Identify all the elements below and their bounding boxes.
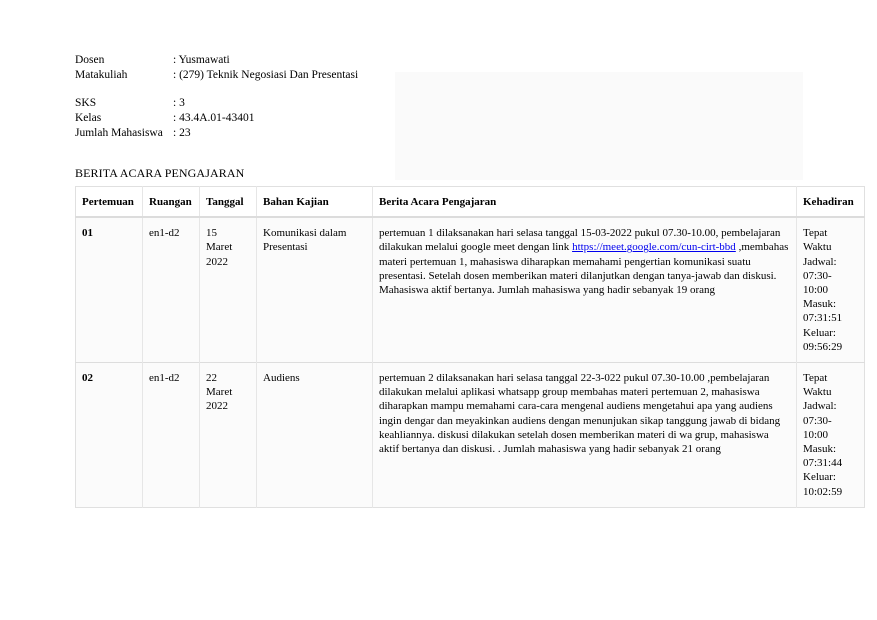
sks-row: [75, 96, 358, 111]
jumlah-row: [75, 126, 358, 141]
tanggal-day: 15: [206, 227, 217, 240]
header-pertemuan: Pertemuan: [76, 187, 143, 218]
matakuliah-label: Matakuliah: [75, 69, 128, 81]
cell-ruangan: en1-d2: [143, 217, 200, 362]
cell-ruangan: en1-d2: [143, 363, 200, 508]
kelas-value: : 43.4A.01-43401: [173, 112, 255, 124]
tanggal-month: Maret: [206, 386, 233, 399]
cell-tanggal: [200, 363, 257, 508]
tanggal-year: 2022: [206, 400, 228, 413]
kehadiran-line: Tepat: [803, 227, 828, 240]
jumlah-value: : 23: [173, 127, 191, 139]
berita-text-post: ,membahas materi pertemuan 1, mahasiswa diharapkan memahami pengertian komunikasi suatu presentasi. Setelah dosen memberikan materi dilanjutkan dengan tanya-jawab dan diskusi. Mahasiswa aktif bertanya. Jumlah mahasiswa yang hadir sebanyak 19 orang: [379, 241, 789, 297]
cell-pertemuan: 02: [76, 363, 143, 508]
kehadiran-line: Jadwal:: [803, 255, 837, 268]
kehadiran-line: 10:00: [803, 428, 829, 441]
course-info: [75, 53, 358, 141]
kehadiran-line: 10:02:59: [803, 485, 843, 498]
kehadiran-line: 07:30-: [803, 269, 832, 282]
header-tanggal: Tanggal: [200, 187, 257, 218]
kehadiran-line: 10:00: [803, 284, 829, 297]
kehadiran-line: 07:31:51: [803, 312, 843, 325]
kelas-row: [75, 111, 358, 126]
tanggal-month: Maret: [206, 241, 233, 254]
dosen-label: Dosen: [75, 54, 105, 66]
table-row: [76, 217, 865, 362]
kehadiran-line: Keluar:: [803, 326, 836, 339]
kehadiran-line: Jadwal:: [803, 400, 837, 413]
berita-acara-table: [75, 186, 865, 508]
kehadiran-line: 09:56:29: [803, 340, 843, 353]
berita-text-pre: pertemuan 1 dilaksanakan hari selasa tanggal 15-03-2022 pukul 07.30-10.00, pembelajaran dilakukan melalui google meet dengan link: [379, 227, 781, 254]
kehadiran-line: Masuk:: [803, 298, 836, 311]
jumlah-label: Jumlah Mahasiswa: [75, 127, 163, 139]
cell-pertemuan: 01: [76, 217, 143, 362]
cell-bahan-kajian: Audiens: [257, 363, 373, 508]
meet-link[interactable]: https://meet.google.com/cun-cirt-bbd: [572, 241, 736, 254]
table-row: [76, 363, 865, 508]
cell-kehadiran: [797, 217, 865, 362]
info-background: [395, 72, 803, 180]
matakuliah-row: [75, 68, 358, 83]
kehadiran-line: Keluar:: [803, 471, 836, 484]
cell-bahan-kajian: Komunikasi dalam Presentasi: [257, 217, 373, 362]
kehadiran-line: Tepat: [803, 372, 828, 385]
kehadiran-line: Masuk:: [803, 443, 836, 456]
sks-value: : 3: [173, 97, 185, 109]
tanggal-day: 22: [206, 372, 217, 385]
dosen-row: [75, 53, 358, 68]
kehadiran-line: Waktu: [803, 386, 832, 399]
kelas-label: Kelas: [75, 112, 102, 124]
kehadiran-line: 07:30-: [803, 414, 832, 427]
cell-berita-acara: pertemuan 2 dilaksanakan hari selasa tanggal 22-3-022 pukul 07.30-10.00 ,pembelajaran dilakukan melalui aplikasi whatsapp group membahas materi pertemuan 2, mahasiswa diharapkan mampu memahami cara-cara mengenal audiens mengetahui apa yang audiens ingin dengar dan meyakinkan audiens dengan menunjukan sikap tanggung jawab di bidang keahliannya. diskusi dilakukan setelah dosen memberikan materi di wa grup, mahasiswa aktif bertanya dan diskusi. . Jumlah mahasiswa yang hadir sebanyak 21 orang: [373, 363, 797, 508]
matakuliah-value: : (279) Teknik Negosiasi Dan Presentasi: [173, 69, 359, 81]
header-ruangan: Ruangan: [143, 187, 200, 218]
table-header-row: [76, 187, 865, 218]
cell-kehadiran: [797, 363, 865, 508]
kehadiran-line: 07:31:44: [803, 457, 843, 470]
tanggal-year: 2022: [206, 255, 228, 268]
cell-tanggal: [200, 217, 257, 362]
header-kehadiran: Kehadiran: [797, 187, 865, 218]
sks-label: SKS: [75, 97, 97, 109]
section-title: BERITA ACARA PENGAJARAN: [75, 166, 245, 180]
dosen-value: : Yusmawati: [173, 54, 230, 66]
header-bahan-kajian: Bahan Kajian: [257, 187, 373, 218]
header-berita-acara: Berita Acara Pengajaran: [373, 187, 797, 218]
cell-berita-acara: [373, 217, 797, 362]
kehadiran-line: Waktu: [803, 241, 832, 254]
